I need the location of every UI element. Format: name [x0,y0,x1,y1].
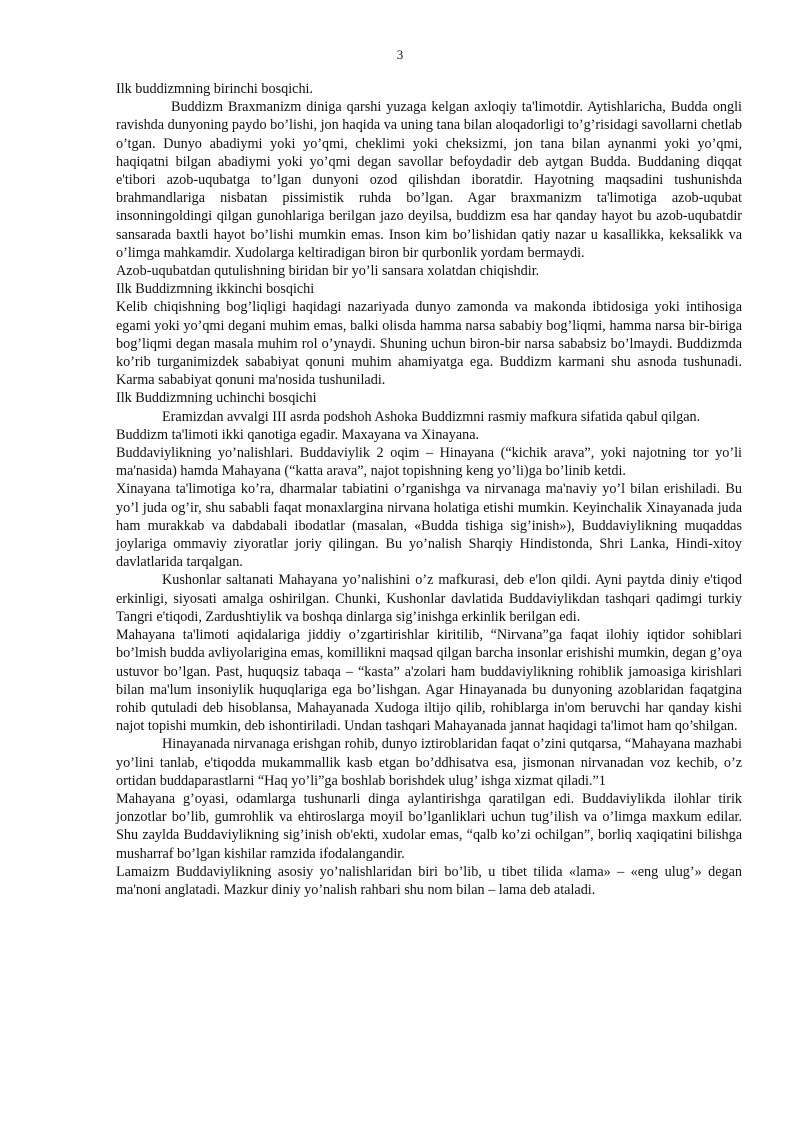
paragraph: Mahayana ta'limoti aqidalariga jiddiy o’zgartirishlar kiritilib, “Nirvana”ga faqat ilohiy iqtidor sohiblari bo’lmish budda avliyolarigina emas, komillikni maqsad qilgan barcha insonlar erishishi mumkin, degan g’oya ustuvor bo’lgan. Past, huquqsiz tabaqa – “kasta” a'zolari ham buddaviylikning rohiblik jamoasiga kirishlari bilan ma'lum insoniylik huquqlariga ega bo’lishgan. Agar Hinayanada bu dunyoning azoblaridan faqatgina rohib qutuladi deb hisoblansa, Mahayanada Xudoga iltijo qilib, rohiblarga in'om beruvchi har qanday kishi najot topishi mumkin, deb ishontiriladi. Undan tashqari Mahayanada jannat haqidagi ta'limot ham qo’shilgan. [116,627,742,735]
paragraph: Mahayana g’oyasi, odamlarga tushunarli dinga aylantirishga qaratilgan edi. Buddaviylikda ilohlar tirik jonzotlar bo’lib, gumrohlik va ehtiroslarga moyil bo’lganliklari uchun tug’ilish va o’limga maxkum edilar. Shu zaylda Buddaviylikning sig’inish ob'ekti, xudolar emas, “qalb ko’zi ochilgan”, borliq xaqiqatini bilishga musharraf bo’lgan kishilar ramzida ifodalangandir. [116,790,742,862]
paragraph: Kushonlar saltanati Mahayana yo’nalishini o’z mafkurasi, deb e'lon qildi. Ayni paytda diniy e'tiqod erkinligi, siyosati amalga oshirilgan. Chunki, Kushonlar davlatida Buddaviylikdan tashqari qadimgi turkiy Tangri e'tiqodi, Zardushtiylik va boshqa dinlarga sig’inishga erkinlik berilgan edi. [116,572,742,625]
page-number: 3 [396,47,404,62]
paragraph: Buddizm ta'limoti ikki qanotiga egadir. Maxayana va Xinayana. [116,426,480,443]
paragraph: Xinayana ta'limotiga ko’ra, dharmalar tabiatini o’rganishga va nirvanaga ma'naviy yo’l bilan erishiladi. Bu yo’l juda og’ir, shu sababli faqat monaxlargina nirvana holatiga etishi mumkin. Keyinchalik Xinayanada juda ham murakkab va dabdabali ibodatlar (masalan, «Budda tishiga sig’inish»), Buddaviylikning muqaddas joylariga ommaviy ziyoratlar joriy qilingan. Bu yo’nalish Sharqiy Hindistonda, Shri Lanka, Hindi-xitoy davlatlarida tarqalgan. [116,481,742,571]
heading-first-stage: Ilk buddizmning birinchi bosqichi. [116,81,314,97]
paragraph: Hinayanada nirvanaga erishgan rohib, dunyo iztiroblaridan faqat o’zini qutqarsa, “Mahayana mazhabi yo’lini tanlab, e'tiqodda mukammallik kasb etgan bo’ddhisatva esa, jismonan nirvanadan voz kechib, o’z ortidan buddaparastlarni “Haq yo’li”ga boshlab borishdek ulug’ ishga xizmat qiladi.”1 [116,736,742,789]
paragraph: Buddizm Braxmanizm diniga qarshi yuzaga kelgan axloqiy ta'limotdir. Aytishlaricha, Budda ongli ravishda dunyoning paydo bo’lishi, jon haqida va uning tana bilan aloqadorligi to’g’risidagi savollarni chetlab o’tgan. Dunyo abadiymi yoki yo’qmi, cheklimi yoki cheksizmi, jon tana bilan aynanmi yoki yo’qmi, haqiqatni bilgan abadiymi yoki yo’qmi degan savollar befoydadir deb aytgan Budda. Buddaning diqqat e'tibori azob-uqubatga to’lgan dunyoni ozod qilishdan iboratdir. Hayotning maqsadini tushunishda brahmandlariga nisbatan pissimistik ruhda bo’lgan. Agar braxmanizm ta'limotiga azob-uqubat insonningoldingi qilgan gunohlariga berilgan jazo deyilsa, buddizm esa har qanday hayot bu azob-uqubatdir sansarada baxtli hayot bo’lishi mumkin emas. Inson kim bo’lishidan qatiy nazar u kasallikka, keksalikk va o’limga mahkamdir. Xudolarga keltiradigan biron bir qurbonlik yordam bermaydi. [116,99,742,261]
paragraph: Kelib chiqishning bog’liqligi haqidagi nazariyada dunyo zamonda va makonda ibtidosiga yoki intihosiga egami yoki yo’qmi degani muhim emas, balki olisda hamma narsa sababiy bog’liqmi, hamma narsa bir-biriga bog’liqmi degan masala muhim rol o’ynaydi. Shuning uchun biron-bir narsa sababsiz bo’lmaydi. Buddizmda ko’rib turganimizdek sababiyat qonuni muhim ahamiyatga ega. Buddizm karmani shu asnoda tushunadi. Karma sababiyat qonuni ma'nosida tushuniladi. [116,299,742,389]
heading-third-stage: Ilk Buddizmning uchinchi bosqichi [116,390,317,407]
paragraph: Lamaizm Buddaviylikning asosiy yo’nalishlaridan biri bo’lib, u tibet tilida «lama» – «eng ulug’» degan ma'noni anglatadi. Mazkur diniy yo’nalish rahbari shu nom bilan – lama deb ataladi. [116,863,742,898]
heading-second-stage: Ilk Buddizmning ikkinchi bosqichi [116,281,315,298]
paragraph: Eramizdan avvalgi III asrda podshoh Ashoka Buddizmni rasmiy mafkura sifatida qabul qilgan. [162,408,701,425]
paragraph: Azob-uqubatdan qutulishning biridan bir yo’li sansara xolatdan chiqishdir. [116,263,540,280]
document-body [116,80,742,899]
paragraph: Buddaviylikning yo’nalishlari. Buddaviylik 2 oqim – Hinayana (“kichik arava”, yoki najotning tor yo’li ma'nasida) hamda Mahayana (“katta arava”, najot topishning keng yo’li)ga bo’linib ketdi. [116,445,742,480]
